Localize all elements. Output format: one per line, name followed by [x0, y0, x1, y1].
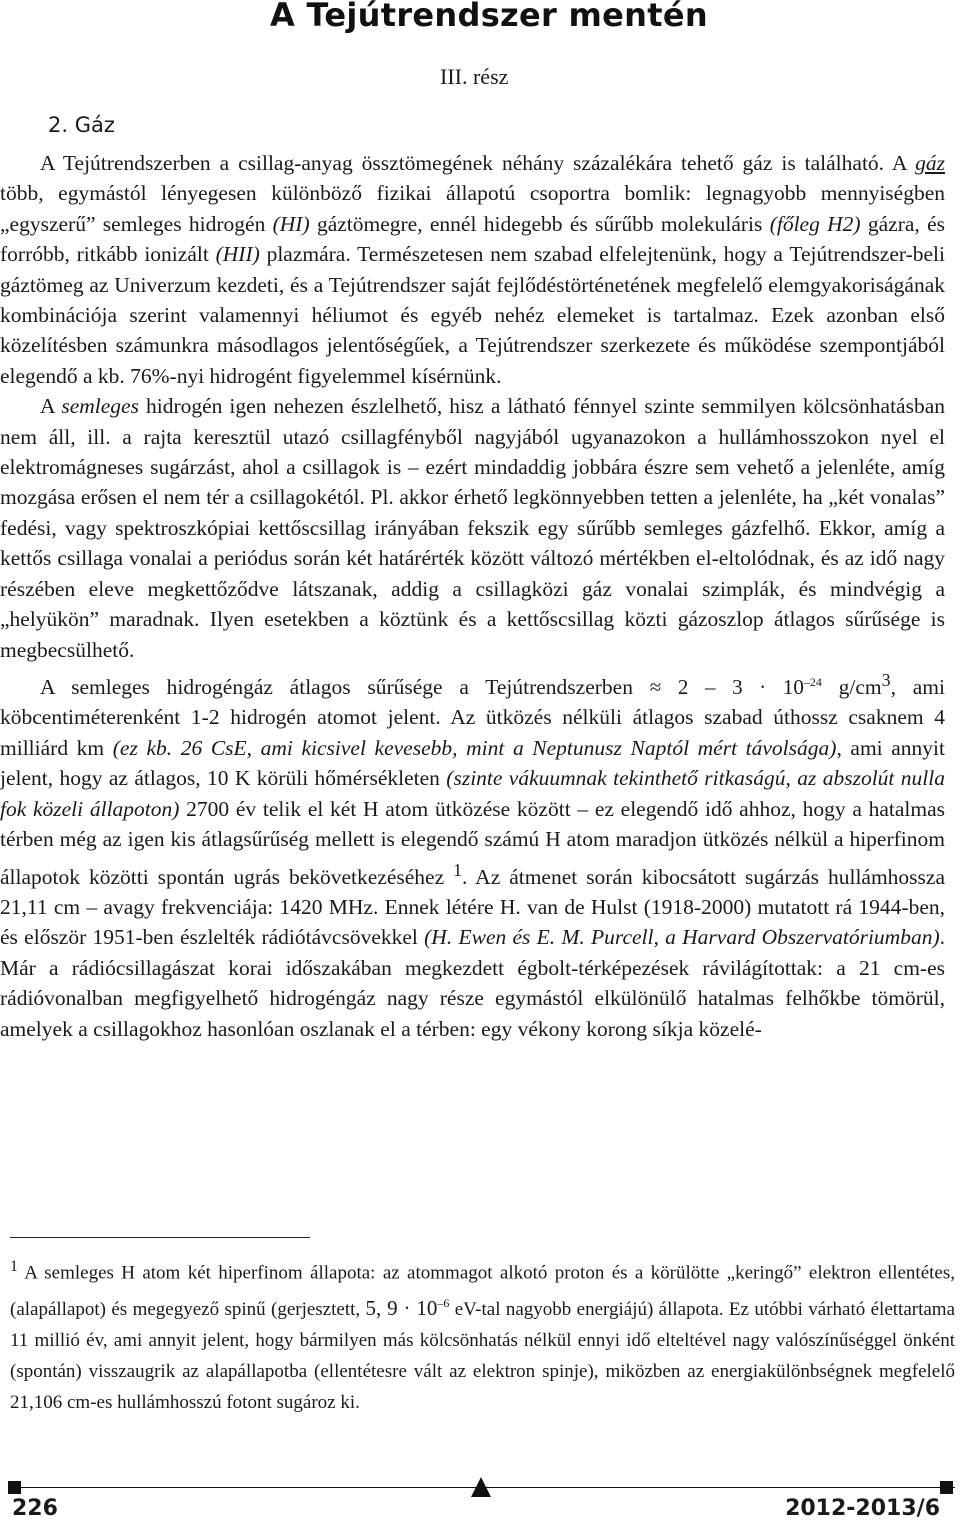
page-number: 226: [12, 1496, 58, 1521]
article-body: [0, 148, 945, 1044]
page-title: A Tejútrendszer mentén: [270, 0, 708, 34]
part-label: III. rész: [440, 64, 509, 89]
footnote-reference: 1: [453, 859, 463, 880]
footnote: $^1$ A semleges H atom két hiperfinom állapota: az atommagot alkotó proton és a körülötte „keringő” elektron ellentétes, (alapállapot) és megegyező spinű (gerjesztett, 5, $9 \cdot 10^{-6}$ eV-tal nagyobb energiájú) állapota. Ez utóbbi várható élettartama 11 millió év, ami annyit jelent, hogy bármilyen más kölcsönhatás nélkül ennyi idő elteltével nagy valószínűséggel önként (spontán) visszaugrik az alapállapotba (ellentétesre vált az elektron spinje), miközben az energiakülönbségnek megfelelő 21,106 cm-es hullámhosszú fotont sugároz ki.: [10, 1258, 955, 1414]
footnote-formula: 5, $9 \cdot 10^{-6}$: [365, 1296, 450, 1321]
square-icon: [940, 1481, 953, 1494]
paragraph-2: A semleges hidrogén igen nehezen észlelhető, hisz a látható fénnyel szinte semmilyen kölcsönhatásban nem áll, ill. a rajta keresztül utazó csillagfényből nagyjából ugyanazokon a hullámhosszokon nyel el elektromágneses sugárzást, ahol a csillagok is – ezért mindaddig jobbára észre sem vehető a jelenléte, amíg mozgása erősen el nem tér a csillagokétól. Pl. akkor érhető legkönnyebben tetten a jelenléte, ha „két vonalas” fedési, vagy spektroszkópiai kettőscsillag irányában fekszik egy sűrűbb semleges gázfelhő. Ekkor, amíg a kettős csillaga vonalai a periódus során két határérték között változó mértékben el-eltolódnak, és az idő nagy részében eleve megkettőződve látszanak, addig a csillagközi gáz vonalai szimplák, és mindvégig a „helyükön” maradnak. Ilyen esetekben a köztünk és a kettőscsillag közti gázoszlop átlagos sűrűsége is megbecsülhető.: [0, 394, 945, 662]
paragraph-1: A Tejútrendszerben a csillag-anyag össztömegének néhány százalékára tehető gáz is található. A gáz több, egymástól lényegesen különböző fizikai állapotú csoportra bomlik: legnagyobb mennyiségben „egyszerű” semleges hidrogén (HI) gáztömegre, ennél hidegebb és sűrűbb molekuláris (főleg H2) gázra, és forróbb, ritkább ionizált (HII) plazmára. Természetesen nem szabad elfelejtenünk, hogy a Tejútrendszer-beli gáztömeg az Univerzum kezdeti, és a Tejútrendszer saját fejlődéstörténetének megfelelő elemgyakoriságának kombinációja szerint valamennyi héliumot és egyéb nehéz elemeket is tartalmaz. Ezek azonban első közelítésben számunkra másodlagos jelentőségűek, a Tejútrendszer szerkezete és működése szempontjából elegendő a kb. 76%-nyi hidrogént figyelemmel kísérnünk.: [0, 151, 945, 388]
square-icon: [8, 1481, 21, 1494]
section-heading: 2. Gáz: [48, 113, 115, 137]
triangle-icon: [471, 1477, 491, 1497]
density-formula: ≈ $2 - 3 \cdot 10^{-24}$: [649, 675, 822, 700]
paragraph-3: A semleges hidrogéngáz átlagos sűrűsége a Tejútrendszerben ≈ $2 - 3 \cdot 10^{-24}$ $g/cm^3$, ami köbcentiméterenként 1-2 hidrogén atomot jelent. Az ütközés nélküli átlagos szabad úthossz csaknem 4 milliárd km (ez kb. 26 CsE, ami kicsivel kevesebb, mint a Neptunusz Naptól mért távolsága), ami annyit jelent, hogy az átlagos, 10 K körüli hőmérsékleten (szinte vákuumnak tekinthető ritkaságú, az abszolút nulla fok közeli állapoton) 2700 év telik el két H atom ütközése között – ez elegendő idő ahhoz, hogy a hatalmas térben még az igen kis átlagsűrűség mellett is elegendő számú H atom maradjon ütközés nélkül a hiperfinom állapotok közötti spontán ugrás bekövetkezéséhez $^1$. Az átmenet során kibocsátott sugárzás hullámhossza 21,11 cm – avagy frekvenciája: 1420 MHz. Ennek létére H. van de Hulst (1918-2000) mutatott rá 1944-ben, és először 1951-ben észlelték rádiótávcsövekkel (H. Ewen és E. M. Purcell, a Harvard Obszervatóriumban). Már a rádiócsillagászat korai időszakában megkezdett égbolt-térképezések rávilágítottak: a 21 cm-es rádióvonalban megfigyelhető hidrogéngáz nagy része egymástól elkülönülő hatalmas felhőkbe tömörül, amelyek a csillagokhoz hasonlóan oszlanak el a térben: egy vékony korong síkja közelé-: [0, 669, 946, 1041]
footnote-divider: [10, 1237, 310, 1238]
issue-number: 2012-2013/6: [785, 1496, 940, 1521]
